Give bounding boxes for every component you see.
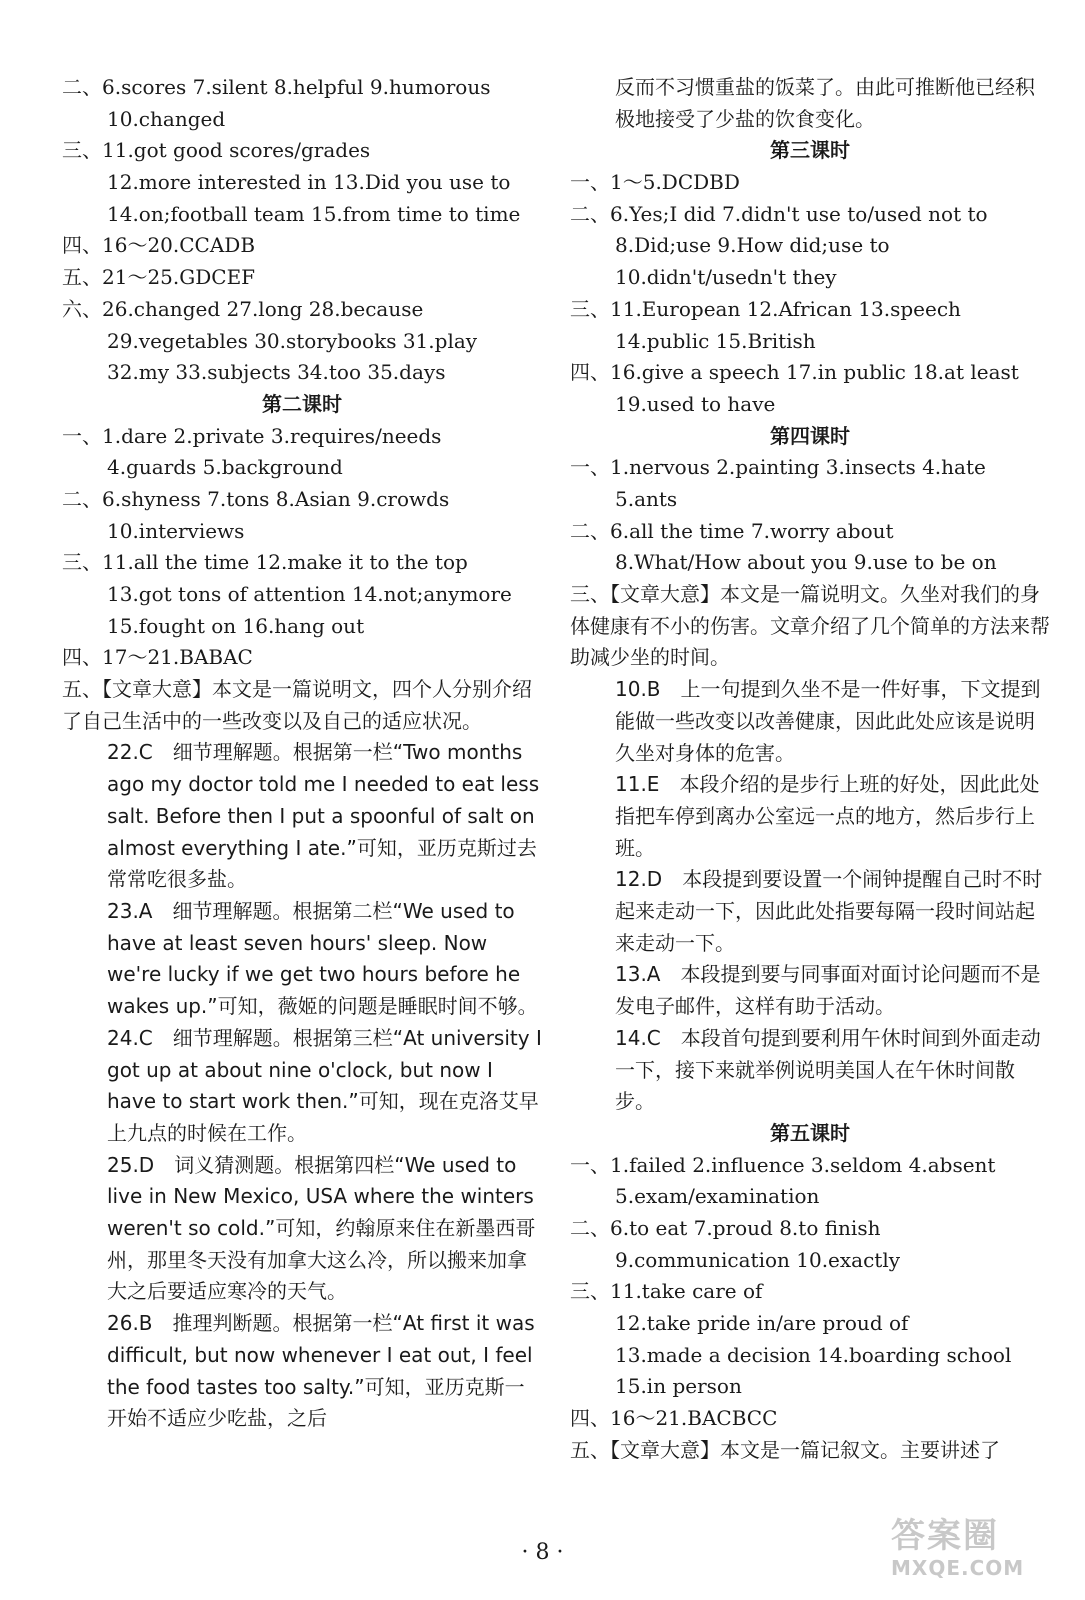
answer-line: 32.my 33.subjects 34.too 35.days [107, 360, 446, 385]
section-heading: 第三课时 [770, 138, 850, 163]
watermark-logo [891, 1516, 1061, 1586]
answer-paragraph: 11.E 本段介绍的是步行上班的好处，因此此处指把车停到离办公室远一点的地方，然后步行上班。 [615, 772, 1040, 860]
answer-paragraph: 22.C 细节理解题。根据第一栏“Two months ago my doctor told me I needed to eat less salt. Before then I put a spoonful of salt on almost everything I ate.”可知，亚历克斯过去常常吃很多盐。 [107, 740, 540, 892]
answer-line: 4.guards 5.background [107, 455, 343, 480]
answer-line: 10.didn't/usedn't they [615, 265, 837, 290]
answer-paragraph: 五、【文章大意】本文是一篇说明文，四个人分别介绍了自己生活中的一些改变以及自己的适应状况。 [62, 677, 532, 733]
answer-line: 三、11.take care of [570, 1279, 763, 1304]
answer-line: 一、1.failed 2.influence 3.seldom 4.absent [570, 1152, 996, 1177]
answer-line: 一、1～5.DCDBD [570, 170, 740, 195]
section-heading: 第二课时 [262, 391, 342, 416]
answer-paragraph: 13.A 本段提到要与同事面对面讨论问题而不是发电子邮件，这样有助于活动。 [615, 962, 1041, 1019]
right-column [570, 72, 1050, 1467]
answer-line: 12.more interested in 13.Did you use to [107, 170, 511, 195]
answer-line: 四、17～21.BABAC [62, 645, 253, 670]
answer-paragraph: 反而不习惯重盐的饭菜了。由此可推断他已经积极地接受了少盐的饮食变化。 [615, 75, 1035, 131]
answer-line: 六、26.changed 27.long 28.because [62, 296, 424, 321]
answer-paragraph: 10.B 上一句提到久坐不是一件好事，下文提到能做一些改变以改善健康，因此此处应该是说明久坐对身体的危害。 [615, 677, 1041, 765]
answer-line: 二、6.Yes;I did 7.didn't use to/used not to [570, 201, 988, 226]
answer-line: 8.What/How about you 9.use to be on [615, 550, 997, 575]
answer-line: 5.ants [615, 486, 678, 511]
answer-paragraph: 23.A 细节理解题。根据第二栏“We used to have at least seven hours' sleep. Now we're lucky if we get two hours before he wakes up.”可知，薇姬的问题是睡眠时间不够。 [107, 898, 538, 1019]
answer-line: 二、6.to eat 7.proud 8.to finish [570, 1216, 881, 1241]
answer-line: 三、11.all the time 12.make it to the top [62, 550, 468, 575]
answer-line: 一、1.nervous 2.painting 3.insects 4.hate [570, 455, 986, 480]
section-heading: 第五课时 [770, 1120, 850, 1145]
watermark-text: 答案圈 [891, 1516, 999, 1556]
answer-line: 二、6.shyness 7.tons 8.Asian 9.crowds [62, 486, 450, 511]
answer-line: 8.Did;use 9.How did;use to [615, 233, 890, 258]
left-column [62, 72, 542, 1435]
answer-line: 四、16～20.CCADB [62, 233, 256, 258]
answer-line: 9.communication 10.exactly [615, 1247, 901, 1272]
answer-line: 10.interviews [107, 518, 245, 543]
answer-line: 5.exam/examination [615, 1184, 820, 1209]
answer-line: 13.made a decision 14.boarding school [615, 1342, 1012, 1367]
watermark-url: MXQE.COM [891, 1556, 1025, 1580]
answer-paragraph: 12.D 本段提到要设置一个闹钟提醒自己时不时起来走动一下，因此此处指要每隔一段时间站起来走动一下。 [615, 867, 1043, 955]
section-heading: 第四课时 [770, 423, 850, 448]
answer-line: 一、1.dare 2.private 3.requires/needs [62, 423, 442, 448]
page-number: · 8 · [521, 1540, 564, 1565]
answer-line: 三、11.got good scores/grades [62, 138, 371, 163]
answer-line: 15.fought on 16.hang out [107, 613, 365, 638]
answer-line: 12.take pride in/are proud of [615, 1311, 909, 1336]
answer-line: 四、16～21.BACBCC [570, 1406, 778, 1431]
answer-line: 10.changed [107, 106, 226, 131]
answer-paragraph: 14.C 本段首句提到要利用午休时间到外面走动一下，接下来就举例说明美国人在午休时间散步。 [615, 1025, 1041, 1114]
answer-line: 15.in person [615, 1374, 742, 1399]
answer-line: 14.public 15.British [615, 328, 816, 353]
answer-line: 29.vegetables 30.storybooks 31.play [107, 328, 478, 353]
answer-paragraph: 三、【文章大意】本文是一篇说明文。久坐对我们的身体健康有不小的伤害。文章介绍了几个简单的方法来帮助减少坐的时间。 [570, 582, 1050, 670]
answer-line: 二、6.all the time 7.worry about [570, 518, 894, 543]
answer-line: 14.on;football team 15.from time to time [107, 201, 521, 226]
answer-paragraph: 24.C 细节理解题。根据第三栏“At university I got up at about nine o'clock, but now I have to start work then.”可知，现在克洛艾早上九点的时候在工作。 [107, 1025, 542, 1145]
answer-paragraph: 五、【文章大意】本文是一篇记叙文。主要讲述了 [570, 1437, 1000, 1462]
answer-line: 二、6.scores 7.silent 8.helpful 9.humorous [62, 75, 491, 99]
answer-line: 19.used to have [615, 391, 776, 416]
answer-paragraph: 25.D 词义猜测题。根据第四栏“We used to live in New Mexico, USA where the winters weren't so cold.”可知，约翰原来住在新墨西哥州，那里冬天没有加拿大这么冷，所以搬来加拿大之后要适应寒冷的天气。 [107, 1152, 536, 1304]
answer-paragraph: 26.B 推理判断题。根据第一栏“At first it was difficult, but now whenever I eat out, I feel the food tastes too salty.”可知，亚历克斯一开始不适应少吃盐，之后 [107, 1311, 535, 1431]
answer-line: 五、21～25.GDCEF [62, 265, 256, 290]
answer-line: 三、11.European 12.African 13.speech [570, 296, 961, 321]
answer-line: 13.got tons of attention 14.not;anymore [107, 582, 512, 606]
answer-line: 四、16.give a speech 17.in public 18.at least [570, 360, 1019, 385]
